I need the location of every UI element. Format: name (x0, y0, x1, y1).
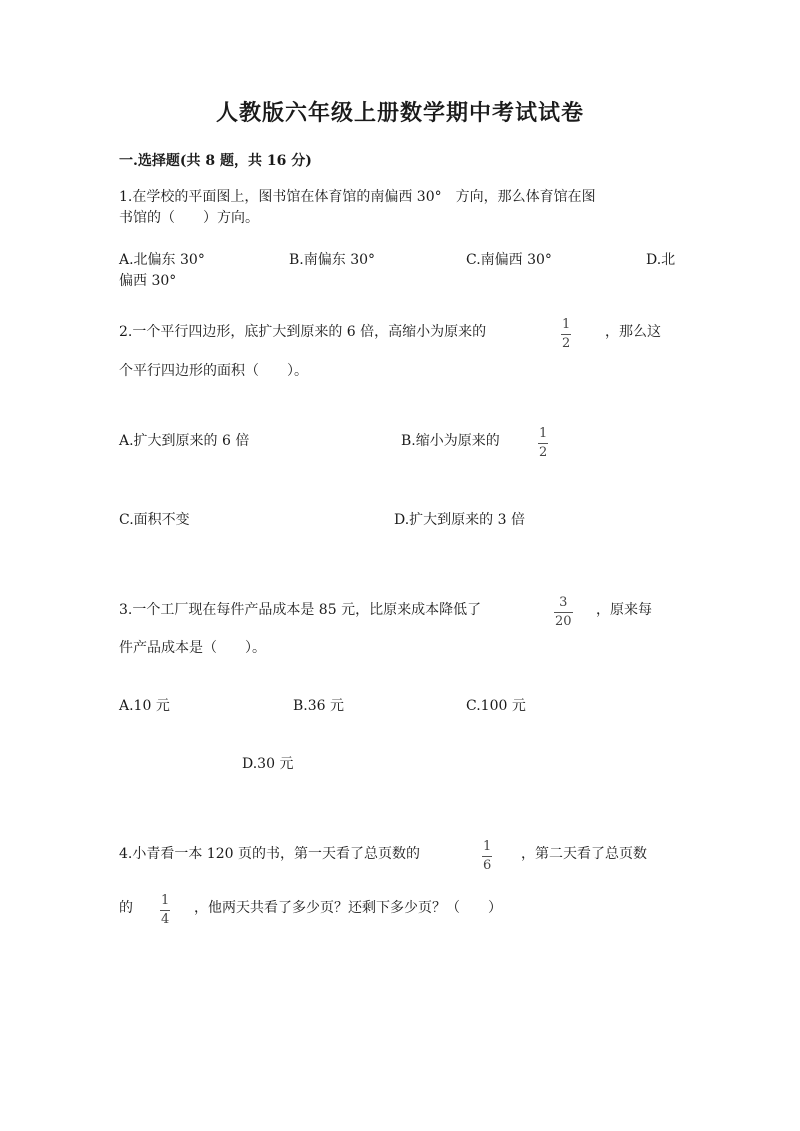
q3-option-b[interactable]: B.36 元 (293, 698, 345, 714)
q4-fraction-1-numerator: 1 (483, 839, 492, 854)
fraction-bar (482, 856, 492, 857)
q1-option-b[interactable]: B.南偏东 30° (289, 252, 376, 268)
q4-fraction-1 (482, 839, 492, 874)
q4-fraction-1-denominator: 6 (483, 858, 492, 873)
q4-text-line2: ，他两天共看了多少页？还剩下多少页？（ ） (194, 900, 502, 916)
fraction-bar (561, 334, 571, 335)
q4-fraction-2-denominator: 4 (161, 912, 170, 927)
q2-option-b-numerator: 1 (539, 426, 548, 441)
q4-fraction-2 (160, 893, 170, 928)
q3-option-c[interactable]: C.100 元 (466, 698, 526, 714)
q4-text-line1: 4.小青看一本 120 页的书，第一天看了总页数的 (119, 846, 420, 862)
q3-fraction-numerator: 3 (559, 595, 568, 610)
q1-option-c[interactable]: C.南偏西 30° (466, 252, 552, 268)
q2-text-line1: 2.一个平行四边形，底扩大到原来的 6 倍，高缩小为原来的 (119, 324, 487, 340)
q3-fraction (554, 595, 573, 630)
q3-text-line1-end: ，原来每 (596, 602, 652, 618)
fraction-bar (538, 443, 548, 444)
q1-option-d-continued: 偏西 30° (119, 273, 177, 289)
q2-option-b-fraction (538, 426, 548, 461)
q2-option-c[interactable]: C.面积不变 (119, 512, 190, 528)
q2-option-b[interactable]: B.缩小为原来的 (401, 433, 500, 449)
q2-fraction (561, 317, 571, 352)
q4-text-line1-end: ，第二天看了总页数 (521, 846, 647, 862)
q3-text-line2: 件产品成本是（ ）。 (119, 640, 266, 656)
q1-option-a[interactable]: A.北偏东 30° (119, 252, 205, 268)
fraction-bar (160, 910, 170, 911)
section-heading: 一.选择题(共 8 题，共 16 分) (119, 153, 312, 169)
q4-text-line2-start: 的 (119, 900, 133, 916)
q2-text-line1-end: ，那么这 (605, 324, 661, 340)
q3-text-line1: 3.一个工厂现在每件产品成本是 85 元，比原来成本降低了 (119, 602, 482, 618)
q1-text-line2: 书馆的（ ）方向。 (119, 210, 259, 226)
q2-option-a[interactable]: A.扩大到原来的 6 倍 (119, 433, 250, 449)
q3-fraction-denominator: 20 (555, 614, 572, 629)
fraction-bar (554, 612, 573, 613)
q2-fraction-denominator: 2 (562, 336, 571, 351)
q2-option-d[interactable]: D.扩大到原来的 3 倍 (394, 512, 525, 528)
q3-option-d[interactable]: D.30 元 (242, 756, 294, 772)
page-title: 人教版六年级上册数学期中考试试卷 (215, 100, 584, 126)
q1-option-d[interactable]: D.北 (646, 252, 676, 268)
q2-fraction-numerator: 1 (562, 317, 571, 332)
q4-fraction-2-numerator: 1 (161, 893, 170, 908)
q1-text-line1: 1.在学校的平面图上，图书馆在体育馆的南偏西 30° 方向，那么体育馆在图 (119, 189, 596, 205)
q2-option-b-denominator: 2 (539, 445, 548, 460)
q3-option-a[interactable]: A.10 元 (119, 698, 170, 714)
q2-text-line2: 个平行四边形的面积（ ）。 (119, 363, 308, 379)
